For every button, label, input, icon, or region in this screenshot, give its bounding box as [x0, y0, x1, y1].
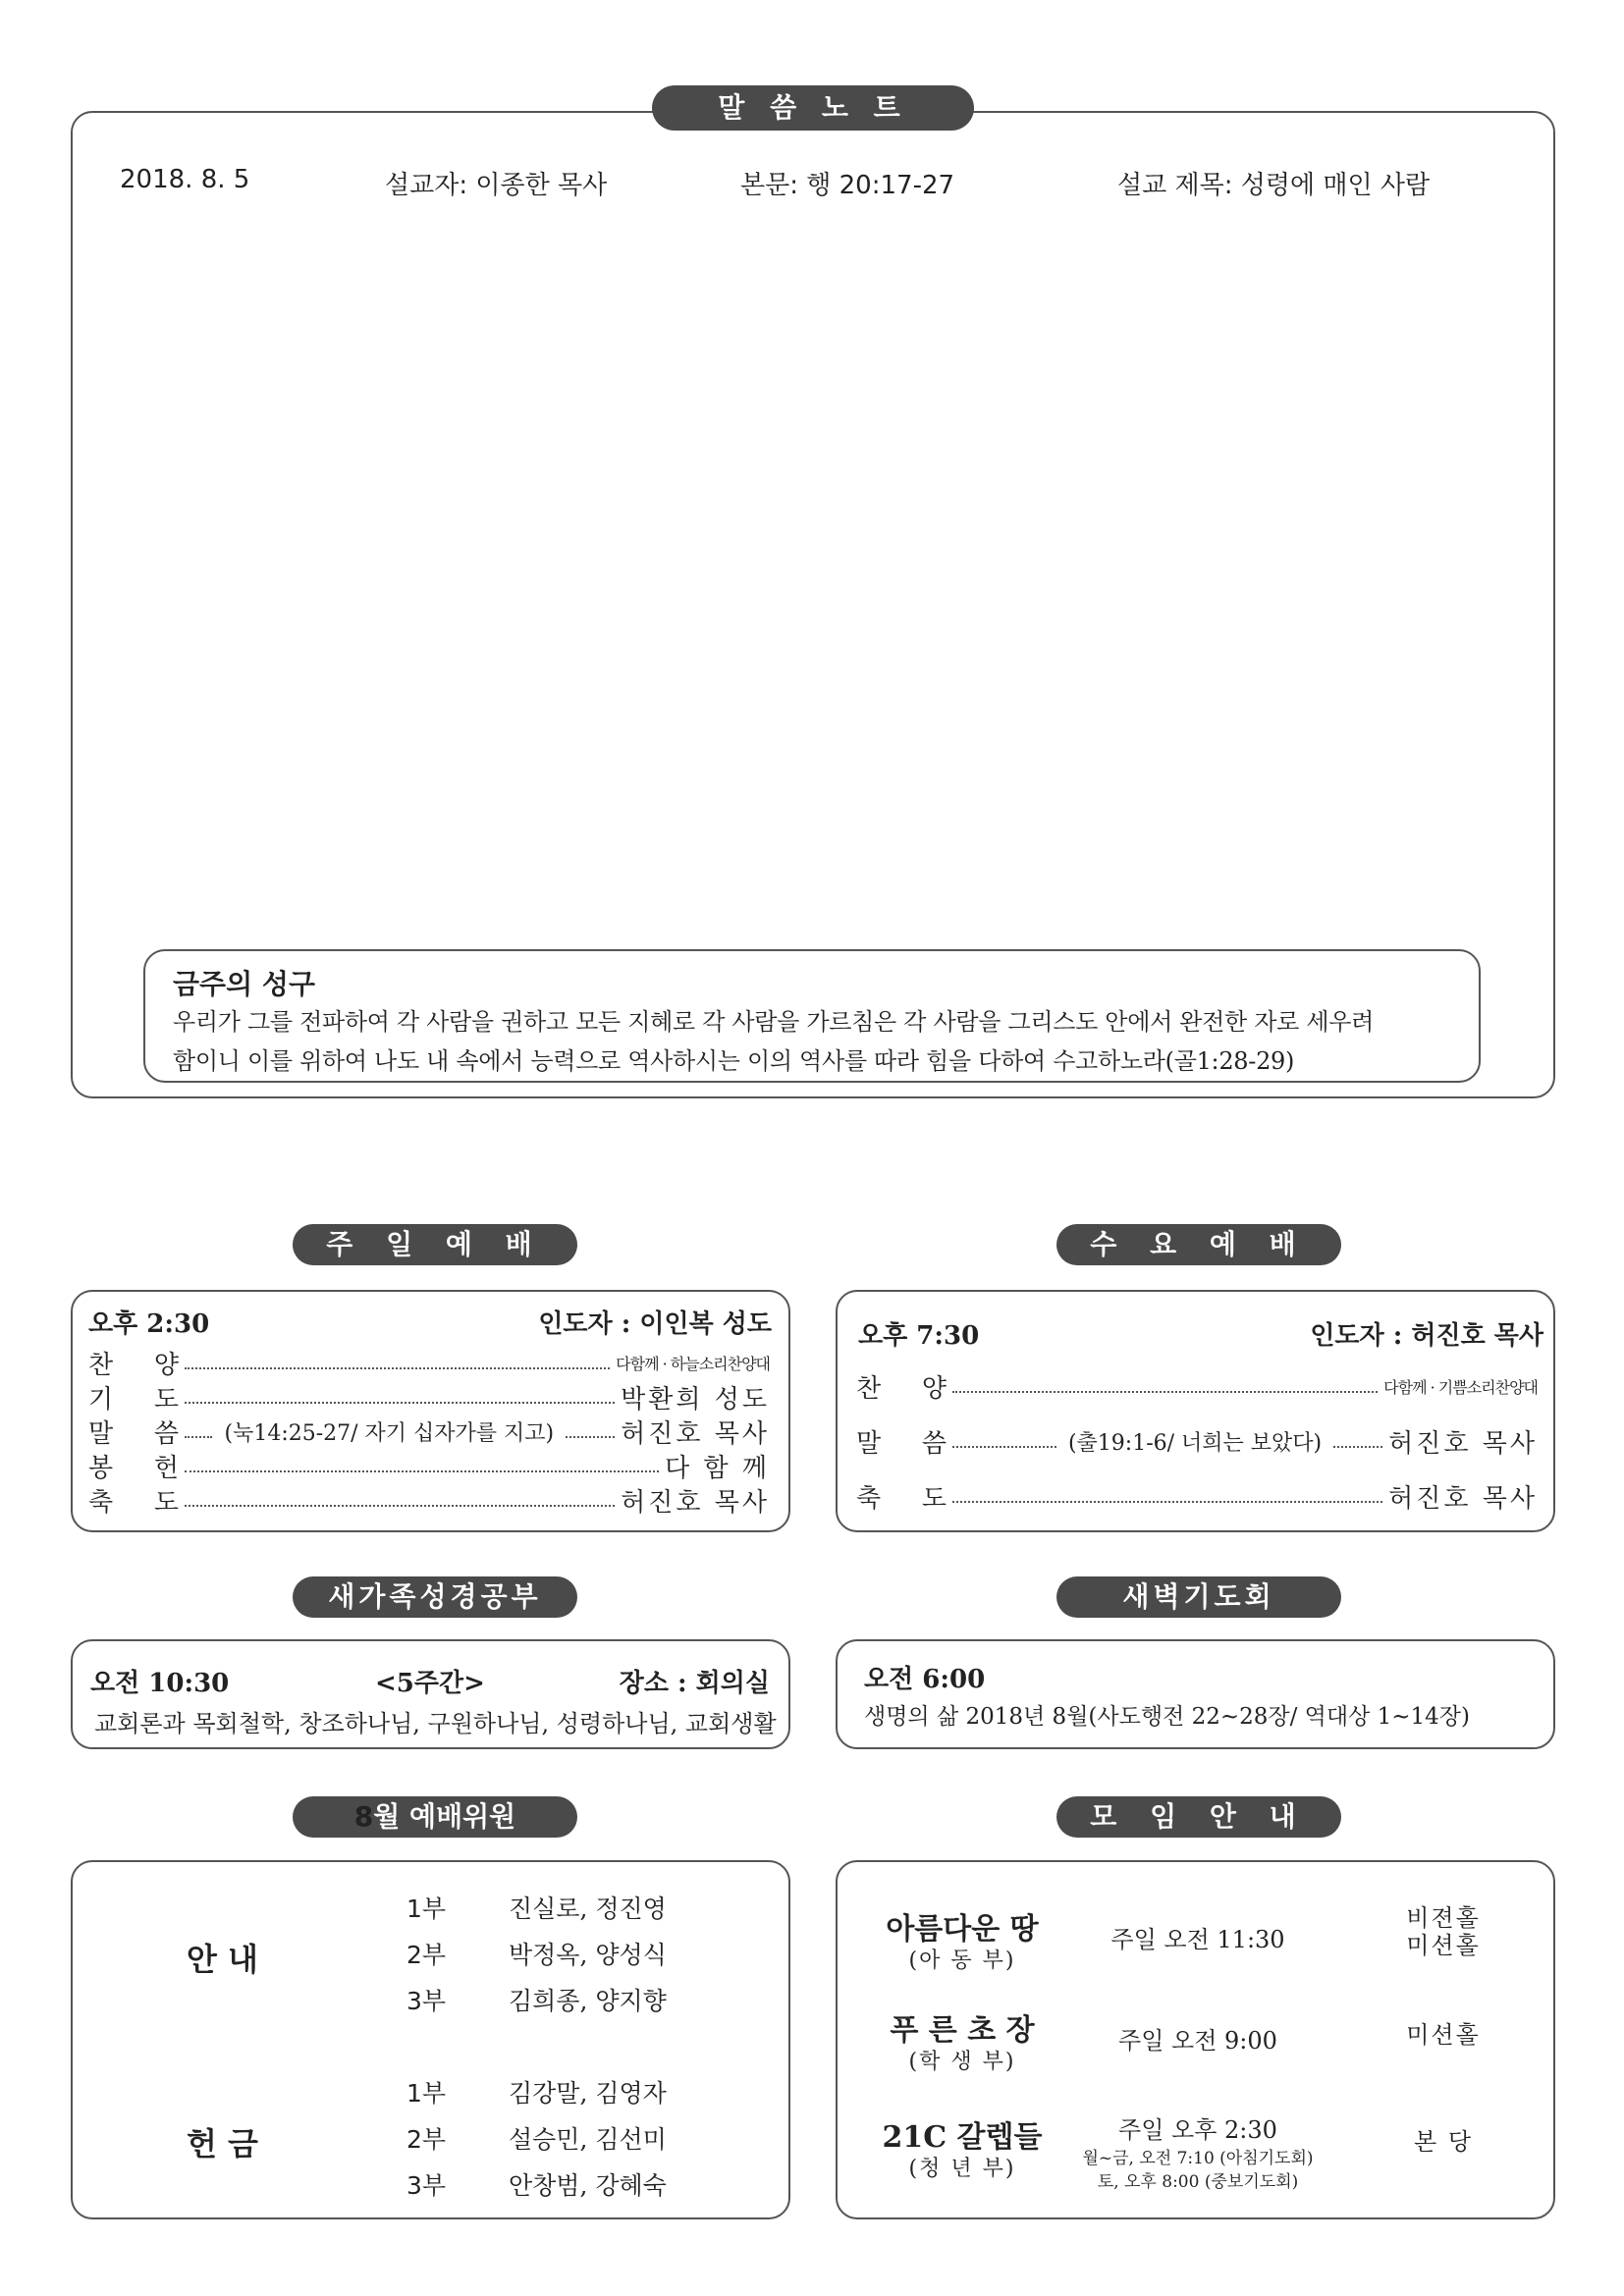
committee-names: 안창범, 강혜숙 — [509, 2171, 667, 2200]
program-label-char: 양 — [921, 1373, 947, 1404]
program-label-char: 양 — [153, 1350, 179, 1380]
meeting-dept: (청 년 부) — [908, 2157, 1016, 2181]
program-row — [88, 1346, 770, 1379]
program-row — [88, 1449, 770, 1482]
leader-dots — [185, 1367, 610, 1369]
family-bible-title: 새가족성경공부 — [293, 1576, 577, 1618]
program-detail: (눅14:25-27/ 자기 십자가를 지고) — [224, 1420, 555, 1446]
leader-dots — [185, 1505, 615, 1507]
wednesday-service-title: 수 요 예 배 — [1056, 1224, 1341, 1265]
meeting-time: 주일 오후 2:30 — [1118, 2116, 1277, 2144]
leader-dots — [952, 1391, 1378, 1393]
program-label-char: 도 — [921, 1483, 947, 1514]
dawn-prayer-desc: 생명의 삶 2018년 8월(사도행전 22~28장/ 역대상 1~14장) — [864, 1704, 1470, 1730]
august-committee-title — [293, 1796, 577, 1838]
program-value: 허진호 목사 — [621, 1487, 770, 1518]
dawn-prayer-time: 오전 6:00 — [864, 1665, 986, 1694]
sermon-text: 본문: 행 20:17-27 — [740, 171, 955, 200]
meeting-dept: (아 동 부) — [908, 1949, 1016, 1973]
program-row — [88, 1415, 770, 1448]
committee-role: 안 내 — [187, 1941, 258, 1978]
august-month-number: 8 — [353, 1800, 374, 1833]
committee-names: 진실로, 정진영 — [509, 1895, 667, 1923]
verse-line-1: 우리가 그를 전파하여 각 사람을 권하고 모든 지혜로 각 사람을 가르침은 각 사람을 그리스도 안에서 완전한 자로 세우려 — [173, 1008, 1375, 1036]
meeting-place: 본 당 — [1414, 2128, 1473, 2156]
leader-dots — [1333, 1446, 1382, 1448]
committee-part: 2부 — [406, 1941, 447, 1969]
committee-part: 3부 — [406, 1987, 447, 2015]
meeting-time-sub: 월~금, 오전 7:10 (아침기도회) — [1082, 2149, 1314, 2168]
wednesday-time: 오후 7:30 — [858, 1321, 980, 1351]
program-label-char: 찬 — [88, 1350, 114, 1380]
sermon-preacher: 설교자: 이종한 목사 — [385, 171, 608, 200]
program-label-char: 축 — [88, 1487, 114, 1518]
meeting-place: 미션홀 — [1406, 2021, 1481, 2049]
meeting-name: 아름다운 땅 — [886, 1912, 1039, 1947]
sermon-title: 설교 제목: 성령에 매인 사람 — [1117, 171, 1431, 200]
family-bible-topics: 교회론과 목회철학, 창조하나님, 구원하나님, 성령하나님, 교회생활 — [94, 1710, 777, 1737]
leader-dots — [952, 1446, 1056, 1448]
program-label — [856, 1478, 947, 1515]
meeting-name: 푸 른 초 장 — [890, 2013, 1035, 2048]
program-row — [856, 1479, 1538, 1513]
verse-title: 금주의 성구 — [173, 968, 315, 1000]
meeting-name: 21C 갈렙들 — [882, 2120, 1043, 2155]
program-row — [856, 1424, 1538, 1458]
wednesday-leader: 인도자 : 허진호 목사 — [1310, 1321, 1543, 1351]
august-committee-label: 월 예배위원 — [373, 1800, 516, 1833]
program-label-char: 도 — [153, 1487, 179, 1518]
committee-part: 2부 — [406, 2125, 447, 2154]
committee-part: 1부 — [406, 1895, 447, 1923]
program-label — [88, 1448, 179, 1484]
sunday-time: 오후 2:30 — [88, 1309, 210, 1339]
program-label-char: 봉 — [88, 1453, 114, 1483]
leader-dots — [185, 1436, 212, 1438]
meeting-dept: (학 생 부) — [908, 2050, 1016, 2074]
sunday-service-title: 주 일 예 배 — [293, 1224, 577, 1265]
committee-part: 3부 — [406, 2171, 447, 2200]
weekly-verse-box — [143, 949, 1481, 1083]
sermon-note-title: 말 씀 노 트 — [652, 85, 974, 131]
committee-names: 박정옥, 양성식 — [509, 1941, 667, 1969]
sermon-date: 2018. 8. 5 — [120, 165, 250, 194]
program-value: 허진호 목사 — [1388, 1483, 1538, 1514]
meeting-time: 주일 오전 11:30 — [1110, 1926, 1285, 1953]
leader-dots — [185, 1470, 659, 1472]
family-bible-duration: <5주간> — [375, 1669, 485, 1698]
program-value: 허진호 목사 — [621, 1418, 770, 1449]
meeting-time: 주일 오전 9:00 — [1118, 2027, 1277, 2055]
program-value: 다 함 께 — [665, 1453, 770, 1483]
program-label — [856, 1368, 947, 1405]
program-label — [856, 1423, 947, 1460]
program-detail: (출19:1-6/ 너희는 보았다) — [1067, 1430, 1323, 1456]
program-label-char: 축 — [856, 1483, 882, 1514]
program-value: 박환희 성도 — [621, 1384, 770, 1415]
program-label-char: 말 — [856, 1428, 882, 1459]
program-value: 다함께 · 하늘소리찬양대 — [616, 1354, 770, 1373]
dawn-prayer-title: 새벽기도회 — [1056, 1576, 1341, 1618]
committee-names: 설승민, 김선미 — [509, 2125, 667, 2154]
program-label — [88, 1345, 179, 1381]
sunday-leader: 인도자 : 이인복 성도 — [538, 1309, 772, 1339]
program-label-char: 씀 — [153, 1418, 179, 1449]
family-bible-time: 오전 10:30 — [90, 1669, 230, 1698]
program-label — [88, 1414, 179, 1450]
program-label-char: 찬 — [856, 1373, 882, 1404]
program-row — [88, 1483, 770, 1517]
program-label — [88, 1379, 179, 1415]
program-label-char: 씀 — [921, 1428, 947, 1459]
committee-part: 1부 — [406, 2079, 447, 2108]
verse-line-2: 함이니 이를 위하여 나도 내 속에서 능력으로 역사하시는 이의 역사를 따라 힘을 다하여 수고하노라(골1:28-29) — [173, 1047, 1295, 1075]
leader-dots — [952, 1501, 1382, 1503]
committee-role: 헌 금 — [187, 2125, 258, 2163]
program-label-char: 말 — [88, 1418, 114, 1449]
program-value: 허진호 목사 — [1388, 1428, 1538, 1459]
leader-dots — [566, 1436, 615, 1438]
meeting-time-sub: 토, 오후 8:00 (중보기도회) — [1097, 2172, 1299, 2192]
committee-names: 김강말, 김영자 — [509, 2079, 667, 2108]
program-label-char: 헌 — [153, 1453, 179, 1483]
program-row — [856, 1369, 1538, 1403]
meetings-title: 모 임 안 내 — [1056, 1796, 1341, 1838]
program-label-char: 기 — [88, 1384, 114, 1415]
program-label-char: 도 — [153, 1384, 179, 1415]
meeting-place: 비젼홀 미션홀 — [1406, 1904, 1481, 1959]
program-value: 다함께 · 기쁨소리찬양대 — [1383, 1377, 1538, 1397]
committee-names: 김희종, 양지향 — [509, 1987, 667, 2015]
program-row — [88, 1380, 770, 1414]
program-label — [88, 1482, 179, 1519]
leader-dots — [185, 1402, 615, 1404]
family-bible-place: 장소 : 회의실 — [619, 1669, 770, 1698]
